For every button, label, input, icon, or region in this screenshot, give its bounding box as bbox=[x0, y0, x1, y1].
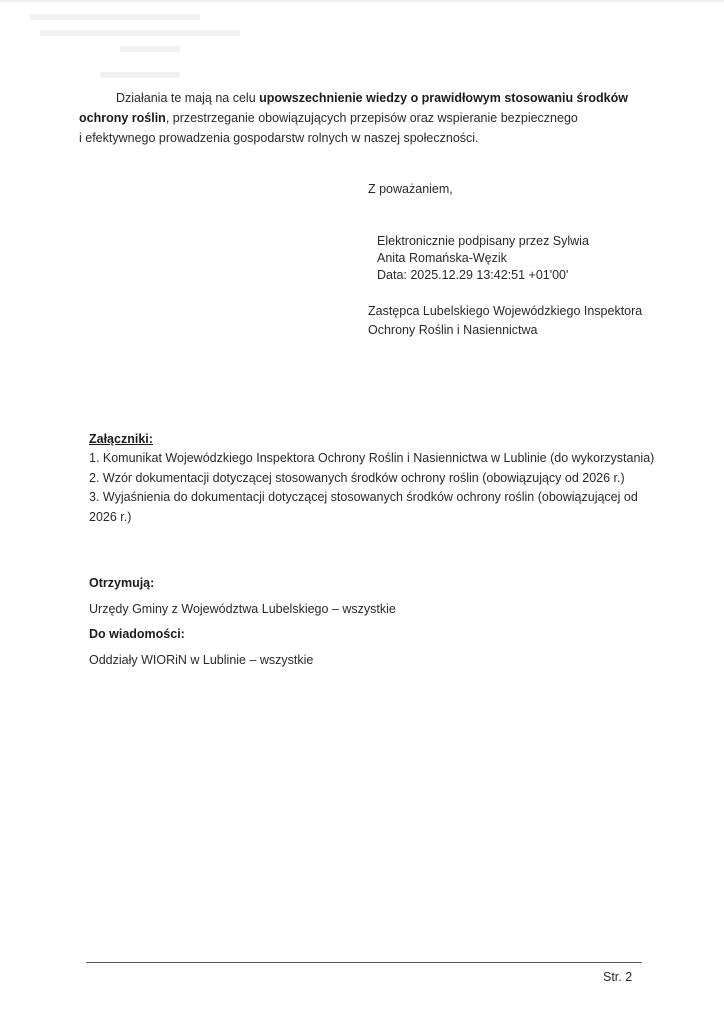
recipients-section bbox=[89, 577, 396, 679]
attachments-header: Załączniki: bbox=[89, 432, 153, 446]
cc-header: Do wiadomości: bbox=[89, 627, 185, 641]
intro-line-2 bbox=[79, 108, 639, 128]
electronic-signature bbox=[377, 233, 589, 284]
attachment-item: 3. Wyjaśnienia do dokumentacji dotyczącej stosowanych środków ochrony roślin (obowiązującej od bbox=[89, 490, 638, 505]
intro-paragraph bbox=[79, 88, 639, 148]
closing-salutation: Z poważaniem, bbox=[368, 182, 453, 196]
attachments-section bbox=[89, 430, 654, 527]
position-line: Zastępca Lubelskiego Wojewódzkiego Inspektora bbox=[368, 304, 643, 318]
signatory-position bbox=[368, 302, 642, 341]
signature-line: Anita Romańska-Węzik bbox=[377, 250, 507, 265]
faint-scan-mark bbox=[40, 30, 240, 36]
faint-scan-mark bbox=[100, 72, 180, 78]
recipients-header: Otrzymują: bbox=[89, 576, 155, 590]
page-number: Str. 2 bbox=[603, 970, 633, 984]
signature-date: Data: 2025.12.29 13:42:51 +01'00' bbox=[377, 267, 569, 282]
recipients-value: Urzędy Gminy z Województwa Lubelskiego – wszystkie bbox=[89, 601, 396, 616]
faint-scan-mark bbox=[120, 46, 180, 52]
intro-emphasis: upowszechnienie wiedzy o prawidłowym stosowaniu środków bbox=[259, 91, 628, 105]
faint-scan-mark bbox=[30, 14, 200, 20]
footer-divider bbox=[86, 962, 642, 963]
signature-line: Elektronicznie podpisany przez Sylwia bbox=[377, 234, 589, 248]
intro-text: Działania te mają na celu bbox=[116, 91, 260, 105]
intro-line-1 bbox=[79, 88, 639, 108]
intro-text: , przestrzeganie obowiązujących przepisów oraz wspieranie bezpiecznego bbox=[165, 111, 578, 125]
attachment-item-continued: 2026 r.) bbox=[89, 509, 132, 524]
cc-value: Oddziały WIORiN w Lublinie – wszystkie bbox=[89, 652, 314, 667]
attachment-item: 2. Wzór dokumentacji dotyczącej stosowanych środków ochrony roślin (obowiązujący od 2026 r.) bbox=[89, 470, 625, 485]
page-top-edge bbox=[0, 0, 724, 3]
intro-emphasis: ochrony roślin bbox=[79, 111, 166, 125]
intro-line-3: i efektywnego prowadzenia gospodarstw rolnych w naszej społeczności. bbox=[79, 131, 479, 145]
position-line: Ochrony Roślin i Nasiennictwa bbox=[368, 323, 538, 338]
attachment-item: 1. Komunikat Wojewódzkiego Inspektora Ochrony Roślin i Nasiennictwa w Lublinie (do wykorzystania) bbox=[89, 451, 655, 466]
